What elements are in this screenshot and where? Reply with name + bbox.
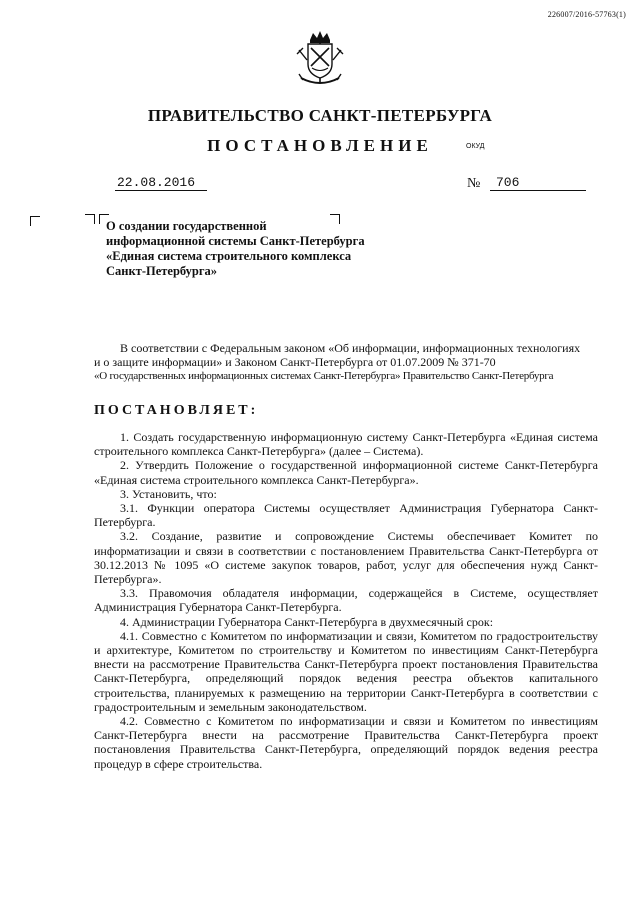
decree-item: 3.3. Правомочия обладателя информации, содержащейся в Системе, осуществляет Администрация Губернатора Санкт-Петербурга. xyxy=(94,586,598,615)
resolves-heading: ПОСТАНОВЛЯЕТ: xyxy=(94,403,259,418)
okud-label: ОКУД xyxy=(466,143,485,150)
number-sign: № xyxy=(467,176,481,191)
decree-item: 2. Утвердить Положение о государственной информационной системе Санкт-Петербурга «Единая система строительного комплекса Санкт-Петербурга». xyxy=(94,458,598,487)
decree-item: 3.1. Функции оператора Системы осуществляет Администрация Губернатора Санкт-Петербурга. xyxy=(94,501,598,530)
decree-item: 4.1. Совместно с Комитетом по информатизации и связи, Комитетом по градостроительству и архитектуре, Комитетом по строительству и Комитетом по инвестициям Санкт-Петербурга внести на рассмотрение Правительства Санкт-Петербурга проект постановления Правительства Санкт-Петербурга, определяющий порядок ведения реестра объектов капитального строительства, планируемых к размещению на территории Санкт-Петербурга в соответствии с градостроительным и земельным законодательством. xyxy=(94,628,598,714)
decree-item: 4. Администрации Губернатора Санкт-Петербурга в двухмесячный срок: xyxy=(120,614,494,629)
decree-items xyxy=(94,430,598,771)
decree-item: 3. Установить, что: xyxy=(120,486,217,501)
decree-item: 3.2. Создание, развитие и сопровождение Системы обеспечивает Комитет по информатизации и связи в соответствии с постановлением Правительства Санкт-Петербурга от 30.12.2013 № 1095 «О системе закупок товаров, работ, услуг для обеспечения нужд Санкт-Петербурга». xyxy=(94,529,598,587)
st-petersburg-coat-of-arms-icon xyxy=(293,30,347,88)
decree-item: 4.2. Совместно с Комитетом по информатизации и связи и Комитетом по инвестициям Санкт-Петербурга внести на рассмотрение Правительства Санкт-Петербурга проект постановления Правительства Санкт-Петербурга, определяющий порядок ведения реестра процедур в сфере строительства. xyxy=(94,714,598,771)
preamble-line: «О государственных информационных системах Санкт-Петербурга» Правительство Санкт-Петербурга xyxy=(94,370,554,383)
corner-mark xyxy=(85,214,95,224)
preamble-line: В соответствии с Федеральным законом «Об информации, информационных технологиях xyxy=(120,341,581,355)
subject-line: «Единая система строительного комплекса xyxy=(106,249,352,263)
corner-mark xyxy=(30,216,40,226)
subject-line: Санкт-Петербурга» xyxy=(106,264,218,278)
decree-item: 1. Создать государственную информационную систему Санкт-Петербурга «Единая система строительного комплекса Санкт-Петербурга» (далее – Система). xyxy=(94,430,598,459)
preamble-line: и о защите информации» и Законом Санкт-Петербурга от 01.07.2009 № 371-70 xyxy=(94,355,496,370)
subject-line: О создании государственной xyxy=(106,219,267,233)
decree-date: 22.08.2016 xyxy=(115,175,207,191)
document-registration-number: 226007/2016-57763(1) xyxy=(547,10,626,19)
decree-title: ПОСТАНОВЛЕНИЕ xyxy=(207,136,433,155)
decree-number: 706 xyxy=(490,175,586,191)
government-title: ПРАВИТЕЛЬСТВО САНКТ-ПЕТЕРБУРГА xyxy=(147,106,493,125)
decree-subject xyxy=(106,219,366,279)
preamble xyxy=(94,341,598,384)
subject-line: информационной системы Санкт-Петербурга xyxy=(106,234,365,248)
